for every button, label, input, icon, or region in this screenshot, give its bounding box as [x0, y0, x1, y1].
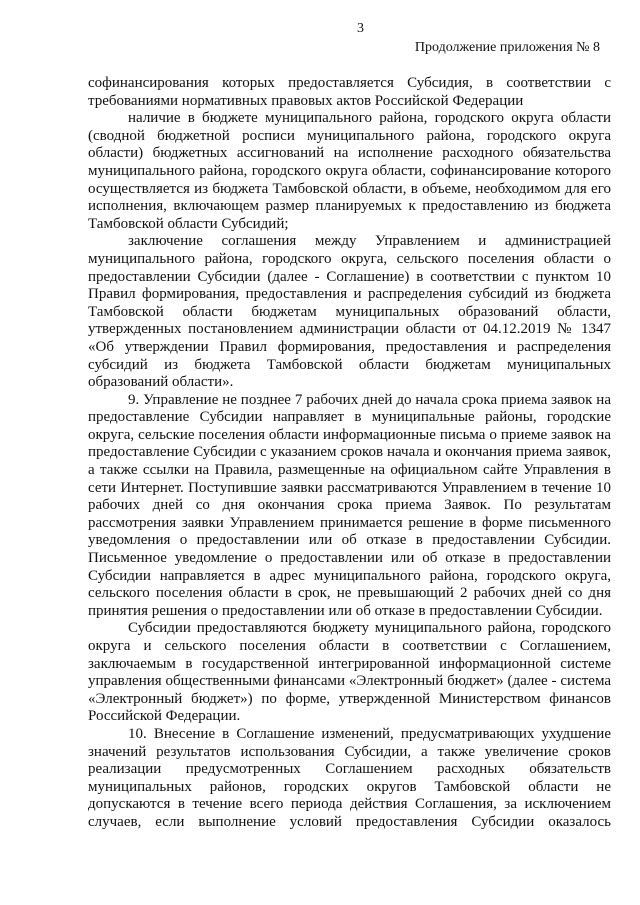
document-body: [88, 75, 611, 832]
paragraph-item-10: 10. Внесение в Соглашение изменений, предусматривающих ухудшение значений результатов использования Субсидии, а также увеличение сроков реализации предусмотренных Соглашением расходных обязательств муниципальных районов, городских округов Тамбовской области не допускаются в течение всего периода действия Соглашения, за исключением случаев, если выполнение условий предоставления Субсидии оказалось: [88, 725, 611, 830]
appendix-continuation-note: Продолжение приложения № 8: [414, 40, 600, 55]
page-number: 3: [357, 21, 364, 36]
paragraph-subsidy-provision: Субсидии предоставляются бюджету муниципального района, городского округа и сельского поселения области в соответствии с Соглашением, заключаемым в государственной интегрированной информационной системе управления общественными финансами «Электронный бюджет» (далее - система «Электронный бюджет») по форме, утвержденной Министерством финансов Российской Федерации.: [88, 620, 611, 725]
paragraph-cofinancing-continuation: софинансирования которых предоставляется Субсидия, в соответствии с требованиями нормативных правовых актов Российской Федерации: [88, 75, 611, 109]
paragraph-budget-allocations: наличие в бюджете муниципального района, городского округа области (сводной бюджетной росписи муниципального района, городского округа области) бюджетных ассигнований на исполнение расходного обязательства муниципального района, городского округа области, софинансирование которого осуществляется из бюджета Тамбовской области, в объеме, необходимом для его исполнения, включающем размер планируемых к предоставлению из бюджета Тамбовской области Субсидий;: [88, 110, 611, 232]
paragraph-agreement-conclusion: заключение соглашения между Управлением и администрацией муниципального района, городского округа, сельского поселения области о предоставлении Субсидии (далее - Соглашение) в соответствии с пунктом 10 Правил формирования, предоставления и распределения субсидий из бюджета Тамбовской области бюджетам муниципальных образований области, утвержденных постановлением администрации области от 04.12.2019 № 1347 «Об утверждении Правил формирования, предоставления и распределения субсидий из бюджета Тамбовской области бюджетам муниципальных образований области».: [88, 233, 611, 391]
paragraph-item-9: 9. Управление не позднее 7 рабочих дней до начала срока приема заявок на предоставление Субсидии направляет в муниципальные районы, городские округа, сельские поселения области информационные письма о приеме заявок на предоставление Субсидии с указанием сроков начала и окончания приема заявок, а также ссылки на Правила, размещенные на официальном сайте Управления в сети Интернет. Поступившие заявки рассматриваются Управлением в течение 10 рабочих дней со дня окончания срока приема Заявок. По результатам рассмотрения заявки Управлением принимается решение в форме письменного уведомления о предоставлении или об отказе в предоставлении Субсидии. Письменное уведомление о предоставлении или об отказе в предоставлении Субсидии направляется в адрес муниципального района, городского округа, сельского поселения области в срок, не превышающий 2 рабочих дней со дня принятия решения о предоставлении или об отказе в предоставлении Субсидии.: [88, 391, 611, 619]
